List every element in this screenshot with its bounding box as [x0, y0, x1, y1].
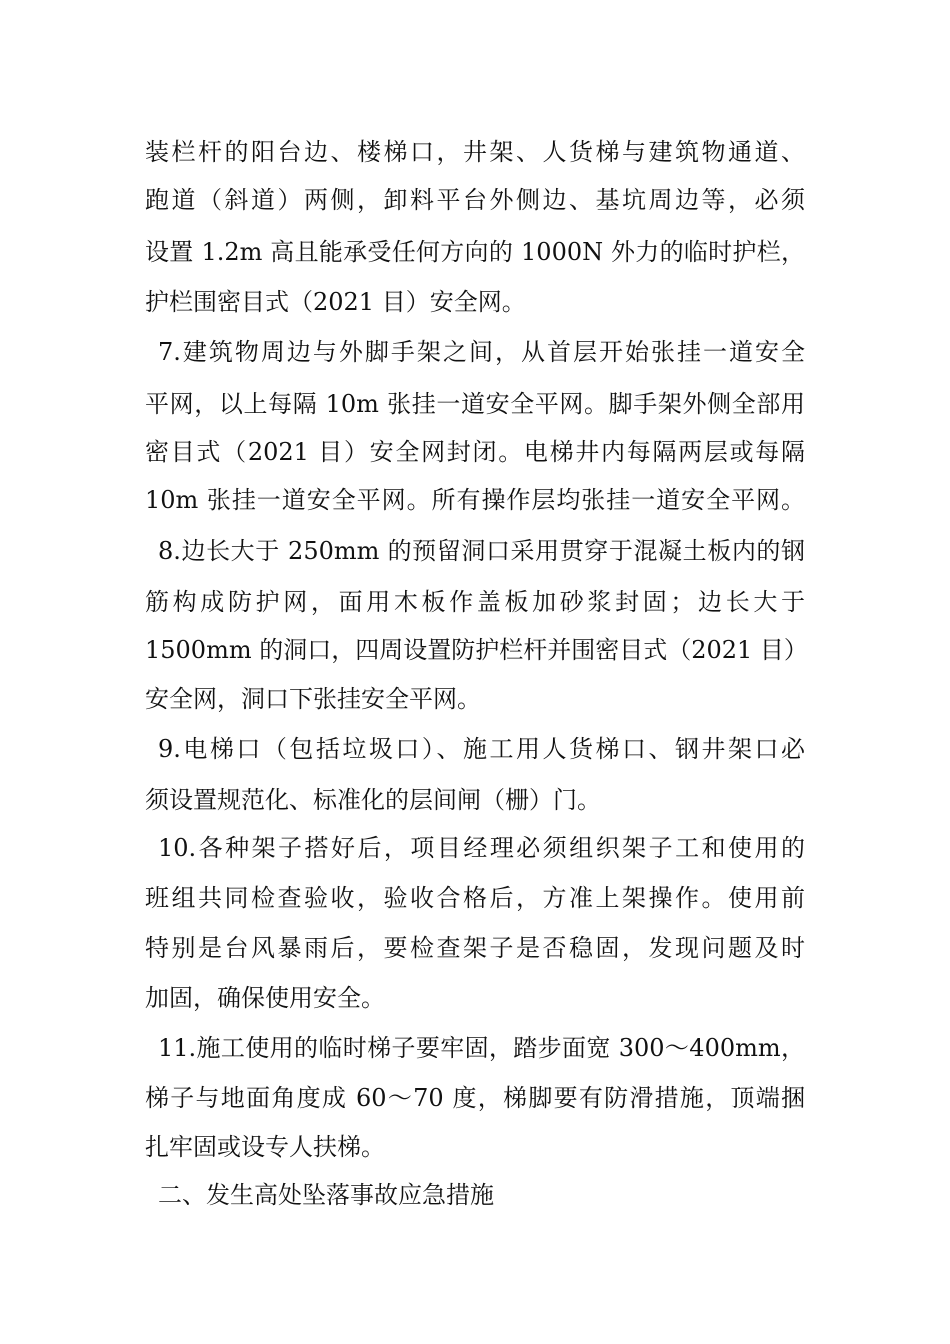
section-heading: 二、发生高处坠落事故应急措施	[158, 1181, 494, 1209]
paragraph-7-start: 7.建筑物周边与外脚手架之间，从首层开始张挂一道安全	[158, 338, 805, 366]
text-line: 梯子与地面角度成 60～70 度，梯脚要有防滑措施，顶端捆	[145, 1084, 805, 1112]
text-line: 10m 张挂一道安全平网。所有操作层均张挂一道安全平网。	[145, 486, 805, 514]
text-line: 特别是台风暴雨后，要检查架子是否稳固，发现问题及时	[145, 934, 805, 962]
text-line: 班组共同检查验收，验收合格后，方准上架操作。使用前	[145, 884, 805, 912]
paragraph-8-start: 8.边长大于 250mm 的预留洞口采用贯穿于混凝土板内的钢	[158, 537, 805, 565]
text-line: 筋构成防护网，面用木板作盖板加砂浆封固；边长大于	[145, 588, 805, 616]
text-line: 跑道（斜道）两侧，卸料平台外侧边、基坑周边等，必须	[145, 186, 805, 214]
text-line: 平网，以上每隔 10m 张挂一道安全平网。脚手架外侧全部用	[145, 390, 805, 418]
text-line: 护栏围密目式（2021 目）安全网。	[145, 288, 526, 316]
text-line: 装栏杆的阳台边、楼梯口，井架、人货梯与建筑物通道、	[145, 138, 805, 166]
text-line: 设置 1.2m 高且能承受任何方向的 1000N 外力的临时护栏，	[145, 238, 805, 266]
text-line: 安全网，洞口下张挂安全平网。	[145, 685, 481, 713]
paragraph-9-start: 9.电梯口（包括垃圾口）、施工用人货梯口、钢井架口必	[158, 735, 805, 763]
text-line: 须设置规范化、标准化的层间闸（栅）门。	[145, 786, 601, 814]
text-line: 1500mm 的洞口，四周设置防护栏杆并围密目式（2021 目）	[145, 636, 808, 664]
paragraph-11-start: 11.施工使用的临时梯子要牢固，踏步面宽 300～400mm，	[158, 1034, 805, 1062]
paragraph-10-start: 10.各种架子搭好后，项目经理必须组织架子工和使用的	[158, 834, 805, 862]
text-line: 密目式（2021 目）安全网封闭。电梯井内每隔两层或每隔	[145, 438, 805, 466]
text-line: 扎牢固或设专人扶梯。	[145, 1133, 385, 1161]
text-line: 加固，确保使用安全。	[145, 984, 385, 1012]
